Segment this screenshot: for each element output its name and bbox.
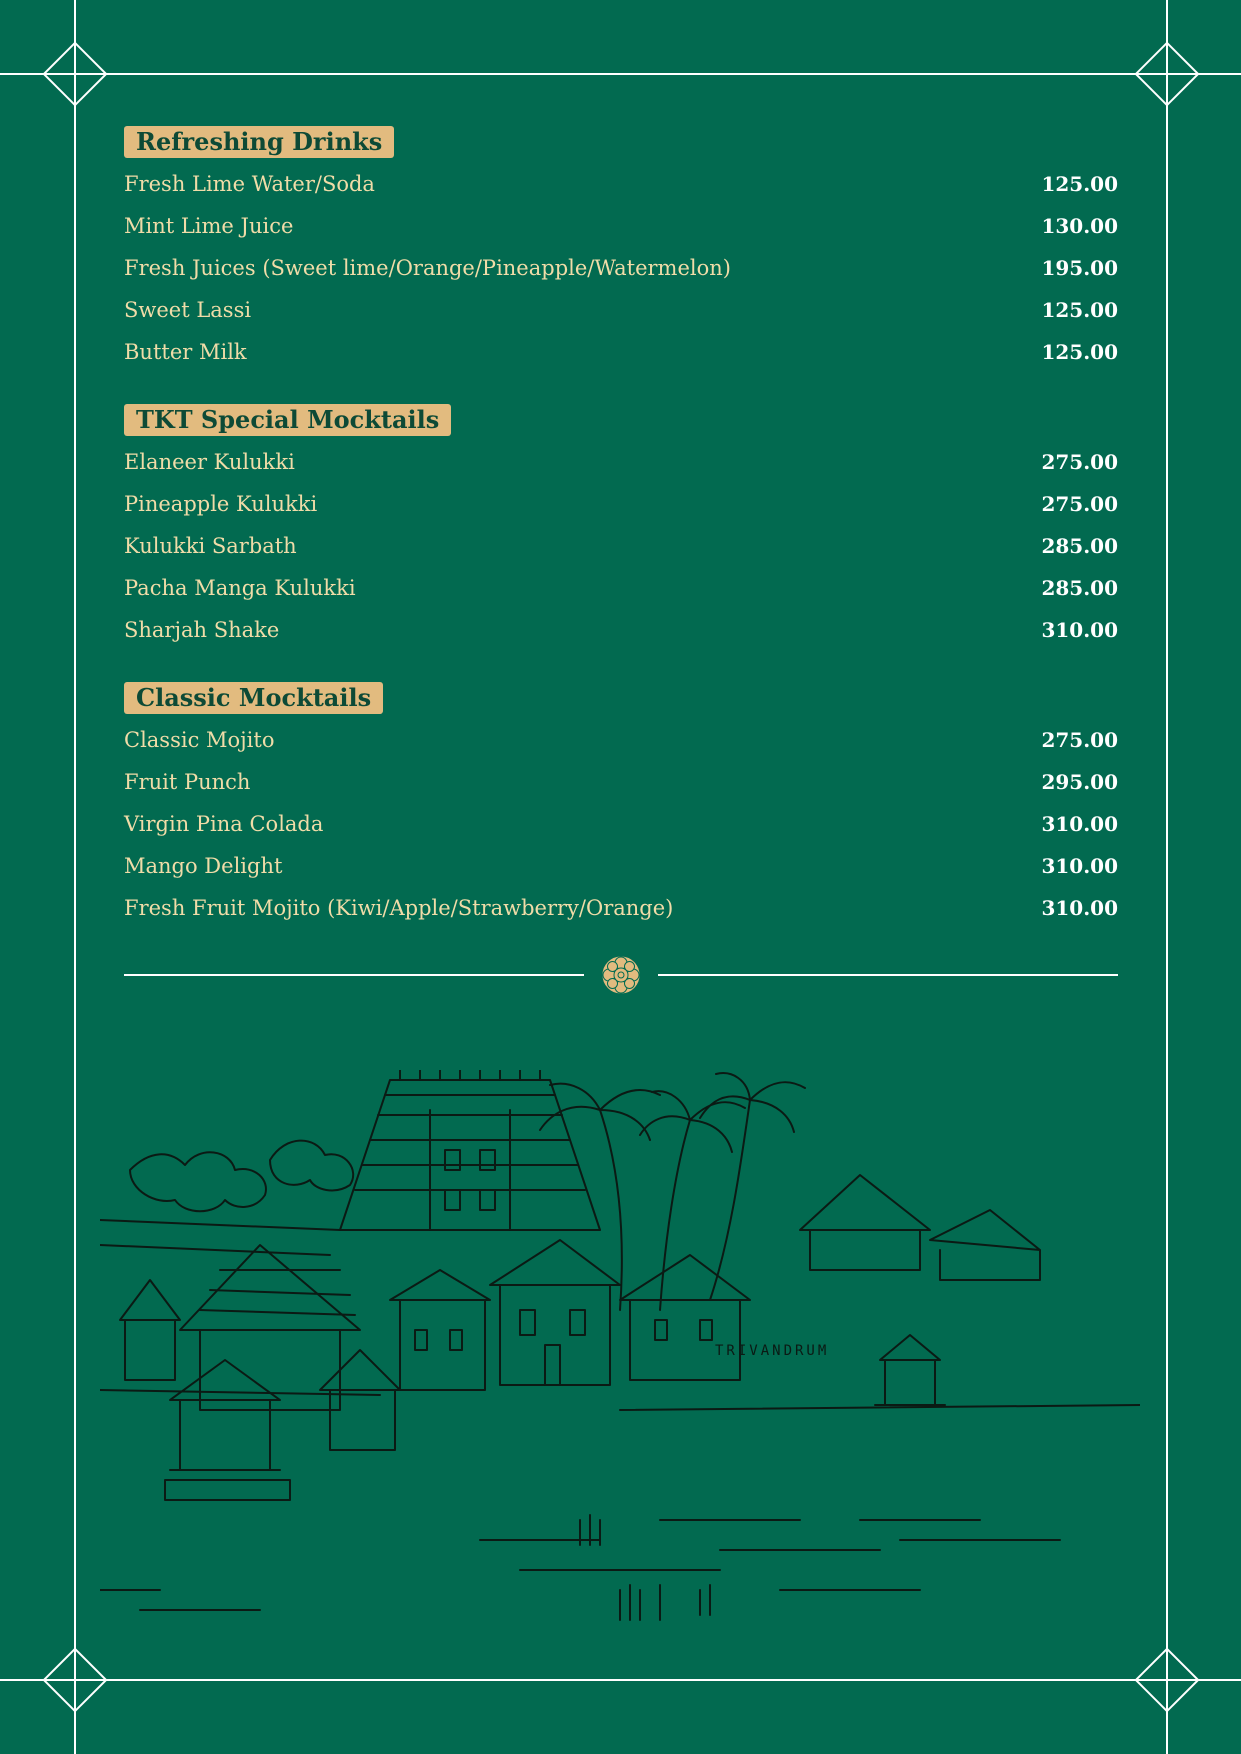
menu-item — [124, 492, 1118, 534]
item-name: Virgin Pina Colada — [124, 812, 324, 836]
section-refreshing-drinks — [124, 126, 1118, 382]
item-price: 275.00 — [1041, 450, 1118, 474]
item-price: 310.00 — [1041, 854, 1118, 878]
section-special-mocktails — [124, 404, 1118, 660]
item-name: Kulukki Sarbath — [124, 534, 297, 558]
item-price: 195.00 — [1041, 256, 1118, 280]
item-price: 310.00 — [1041, 618, 1118, 642]
menu-item — [124, 618, 1118, 660]
item-name: Fresh Juices (Sweet lime/Orange/Pineapple/Watermelon) — [124, 256, 731, 280]
trivandrum-sketch-illustration — [100, 1070, 1140, 1660]
menu-item — [124, 854, 1118, 896]
menu-item — [124, 812, 1118, 854]
menu — [124, 126, 1118, 960]
section-title: Refreshing Drinks — [124, 126, 394, 158]
item-price: 125.00 — [1041, 172, 1118, 196]
section-classic-mocktails — [124, 682, 1118, 938]
item-name: Fruit Punch — [124, 770, 251, 794]
menu-item — [124, 214, 1118, 256]
section-title: TKT Special Mocktails — [124, 404, 451, 436]
item-price: 130.00 — [1041, 214, 1118, 238]
item-name: Classic Mojito — [124, 728, 275, 752]
item-name: Mango Delight — [124, 854, 283, 878]
menu-item — [124, 256, 1118, 298]
menu-item — [124, 172, 1118, 214]
item-name: Pacha Manga Kulukki — [124, 576, 356, 600]
item-name: Butter Milk — [124, 340, 247, 364]
item-price: 275.00 — [1041, 728, 1118, 752]
item-name: Elaneer Kulukki — [124, 450, 295, 474]
item-price: 285.00 — [1041, 534, 1118, 558]
menu-item — [124, 896, 1118, 938]
item-price: 275.00 — [1041, 492, 1118, 516]
flower-ornament-icon — [598, 955, 644, 995]
menu-item — [124, 340, 1118, 382]
ornamental-divider — [124, 955, 1118, 995]
item-price: 310.00 — [1041, 896, 1118, 920]
item-name: Sweet Lassi — [124, 298, 252, 322]
menu-item — [124, 770, 1118, 812]
item-name: Mint Lime Juice — [124, 214, 294, 238]
menu-item — [124, 450, 1118, 492]
item-price: 285.00 — [1041, 576, 1118, 600]
menu-item — [124, 576, 1118, 618]
item-name: Sharjah Shake — [124, 618, 280, 642]
item-price: 310.00 — [1041, 812, 1118, 836]
item-price: 125.00 — [1041, 340, 1118, 364]
section-title: Classic Mocktails — [124, 682, 383, 714]
divider-line — [658, 974, 1118, 976]
menu-item — [124, 298, 1118, 340]
item-name: Fresh Fruit Mojito (Kiwi/Apple/Strawberry/Orange) — [124, 896, 674, 920]
item-price: 125.00 — [1041, 298, 1118, 322]
divider-line — [124, 974, 584, 976]
menu-item — [124, 534, 1118, 576]
item-name: Fresh Lime Water/Soda — [124, 172, 375, 196]
item-name: Pineapple Kulukki — [124, 492, 318, 516]
sketch-caption: TRIVANDRUM — [715, 1343, 830, 1359]
item-price: 295.00 — [1041, 770, 1118, 794]
menu-item — [124, 728, 1118, 770]
